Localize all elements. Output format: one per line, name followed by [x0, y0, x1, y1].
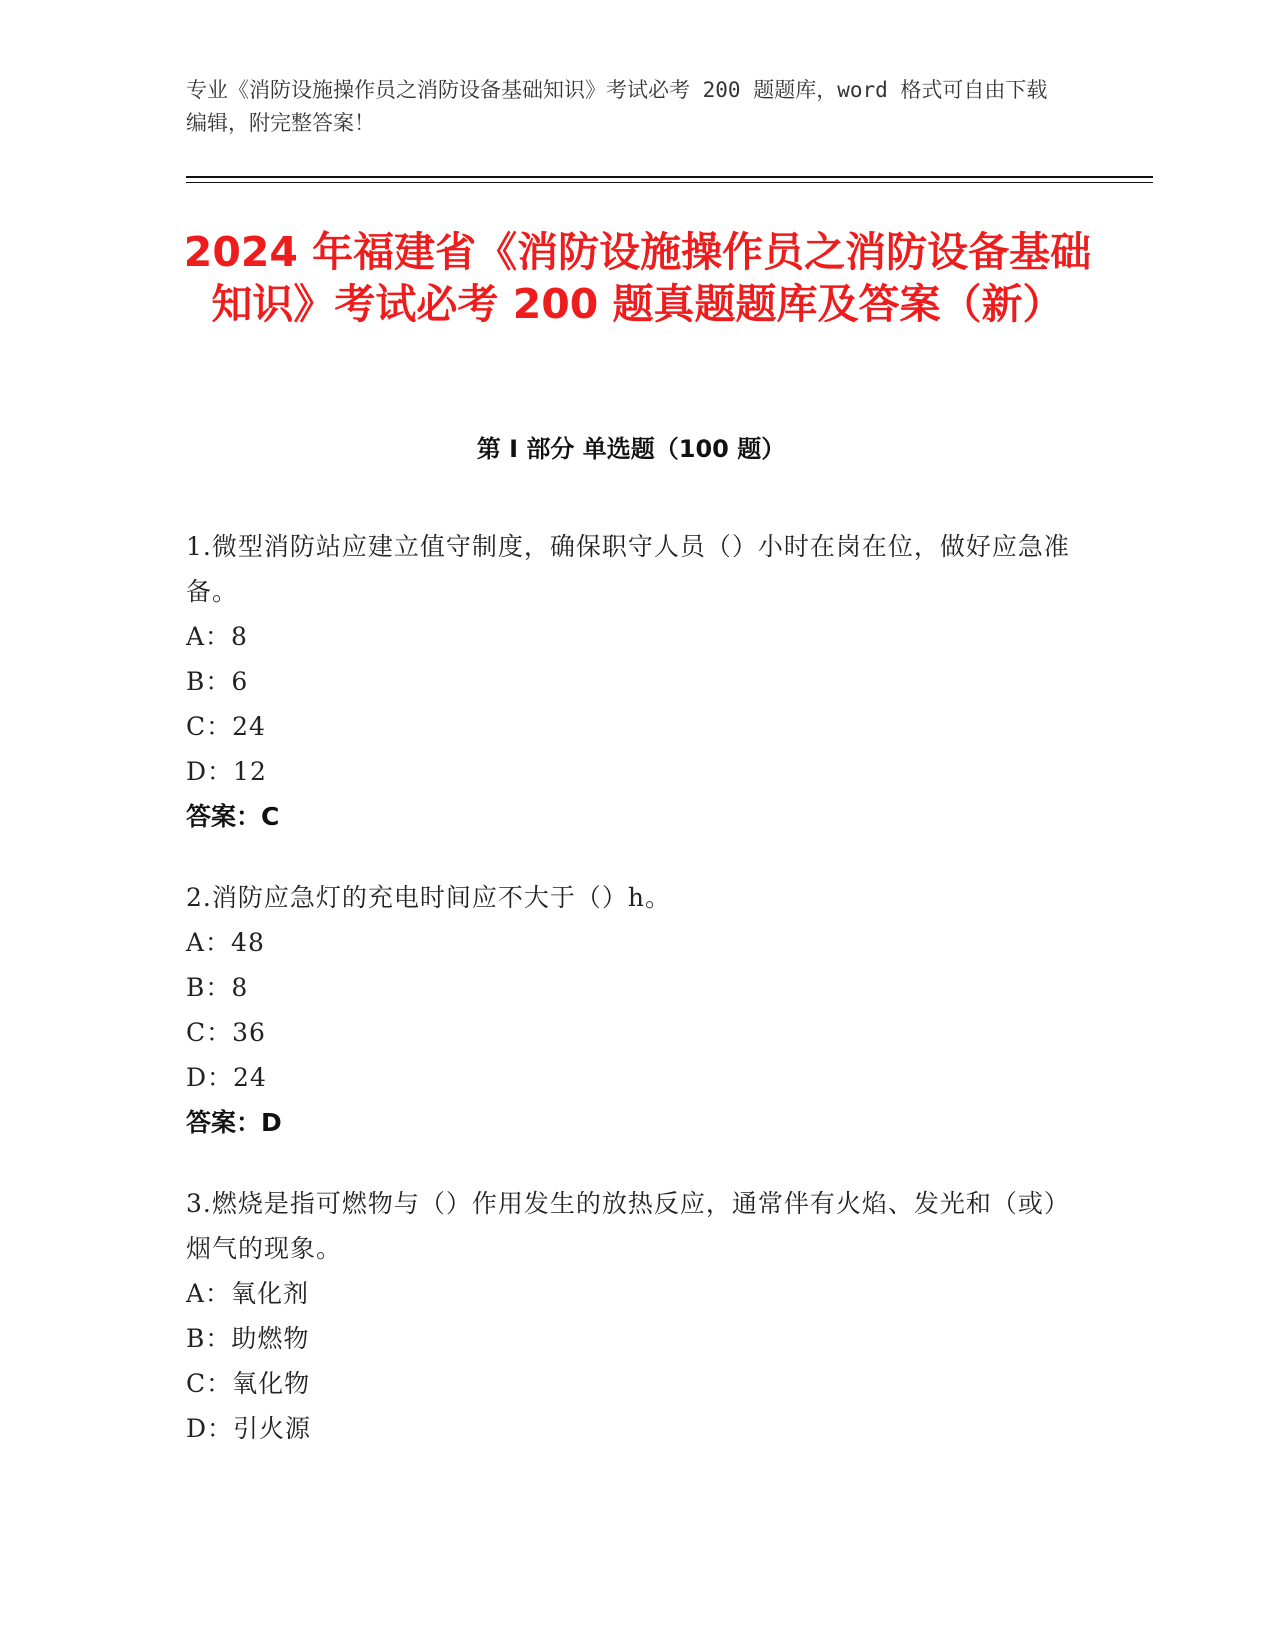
- option-c: C：36: [186, 1018, 266, 1047]
- document-title: 2024 年福建省《消防设施操作员之消防设备基础知识》考试必考 200 题真题题库及答案（新）: [183, 228, 1092, 328]
- question-stem: 3.燃烧是指可燃物与（）作用发生的放热反应，通常伴有火焰、发光和（或）烟气的现象。: [186, 1189, 1070, 1263]
- question-list: [186, 524, 1076, 1487]
- question-2: [186, 875, 1076, 1145]
- option-a: A：氧化剂: [186, 1279, 310, 1308]
- option-b: B：8: [186, 973, 249, 1002]
- header-divider-thin: [186, 182, 1153, 183]
- option-d: D：引火源: [186, 1414, 312, 1443]
- option-c: C：24: [186, 712, 266, 741]
- option-a: A：48: [186, 928, 265, 957]
- option-d: D：24: [186, 1063, 267, 1092]
- header-divider-thick: [186, 176, 1153, 178]
- answer: 答案：C: [186, 802, 280, 831]
- answer: 答案：D: [186, 1108, 282, 1137]
- section-heading: 第 I 部分 单选题（100 题）: [476, 435, 786, 463]
- question-1: [186, 524, 1076, 839]
- question-3: [186, 1181, 1076, 1451]
- option-d: D：12: [186, 757, 267, 786]
- question-stem: 1.微型消防站应建立值守制度，确保职守人员（）小时在岗在位，做好应急准备。: [186, 532, 1070, 606]
- option-b: B：助燃物: [186, 1324, 310, 1353]
- option-c: C：氧化物: [186, 1369, 311, 1398]
- option-b: B：6: [186, 667, 249, 696]
- question-stem: 2.消防应急灯的充电时间应不大于（）h。: [186, 883, 671, 912]
- header-note: 专业《消防设施操作员之消防设备基础知识》考试必考 200 题题库，word 格式可自由下载编辑，附完整答案！: [186, 78, 1048, 135]
- option-a: A：8: [186, 622, 248, 651]
